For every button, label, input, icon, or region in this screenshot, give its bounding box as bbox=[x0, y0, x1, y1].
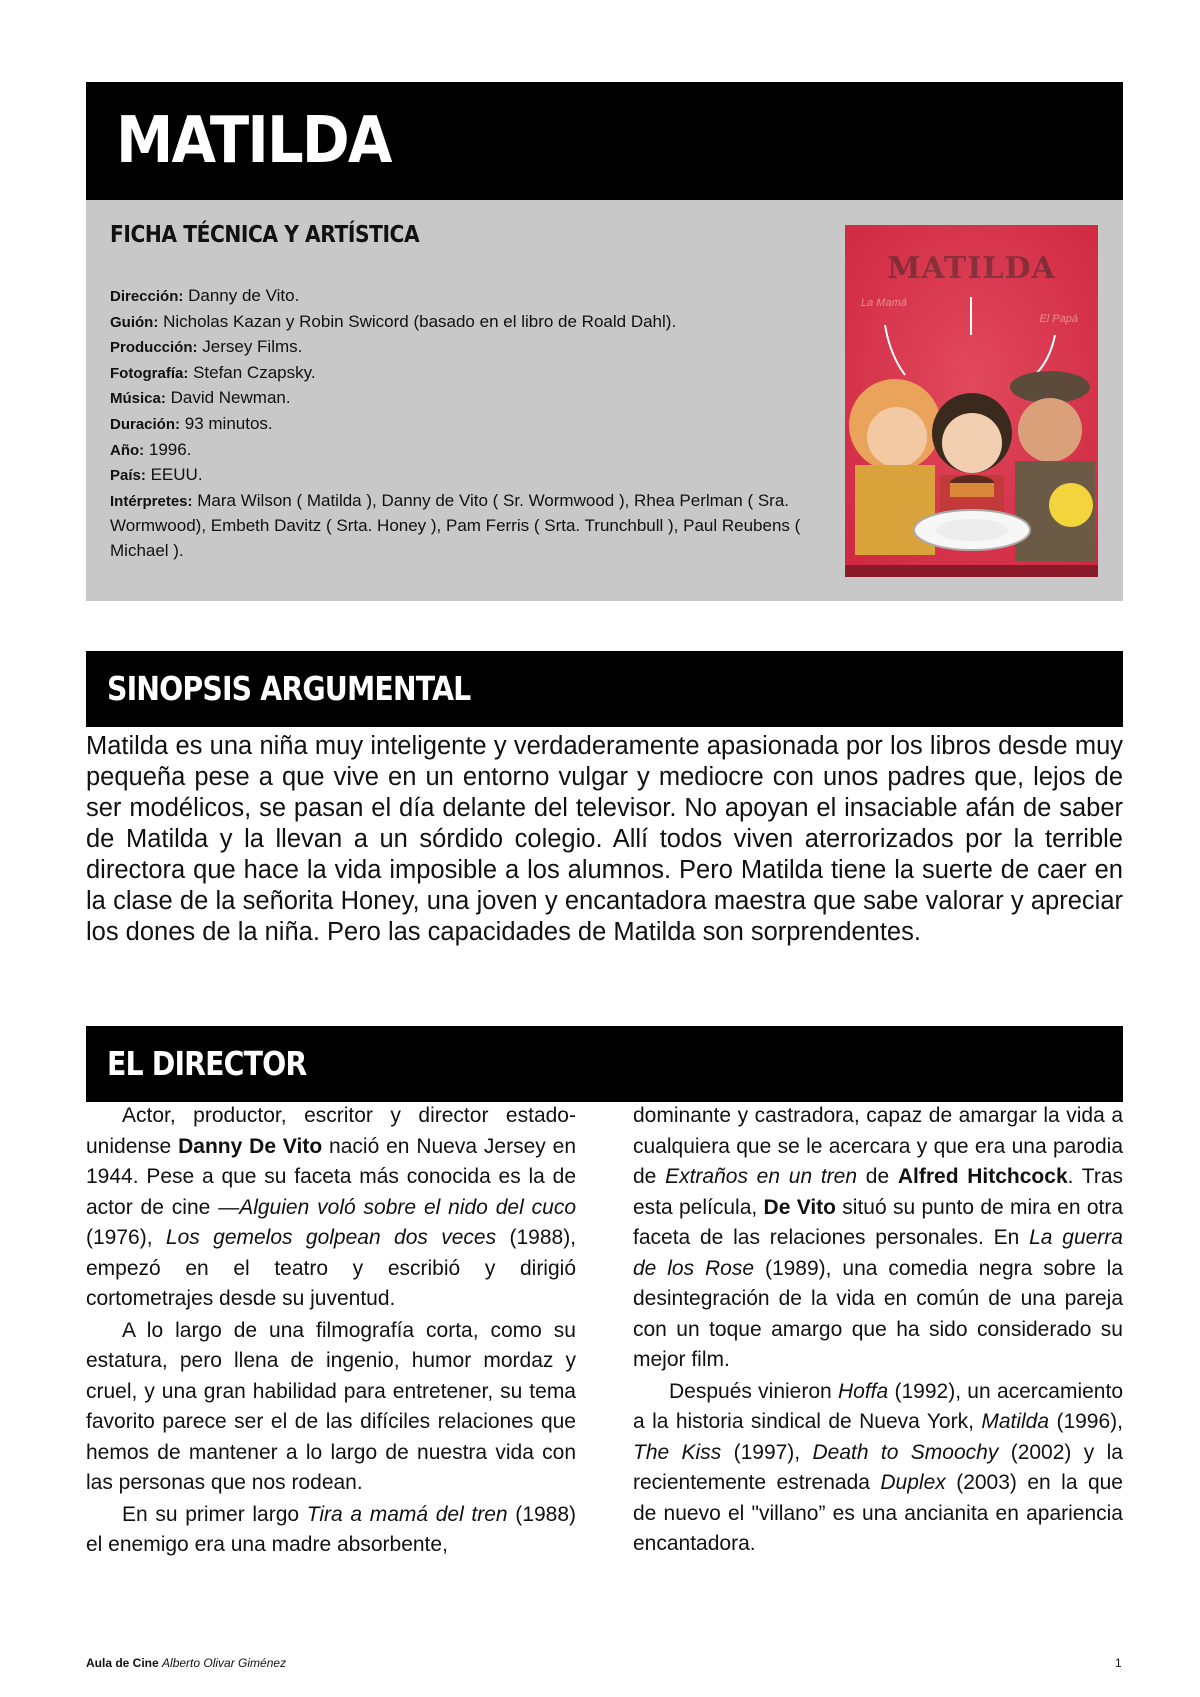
page-title: MATILDA bbox=[116, 104, 391, 178]
director-paragraph-2: A lo largo de una filmografía corta, como su estatura, pero llena de ingenio, humor mordaz y cruel, y una gran habilidad para entretener, su tema favorito parece ser el de las difíciles relaciones que hemos de mantener a lo largo de nuestra vida con las personas que nos rodean. bbox=[86, 1318, 576, 1494]
sinopsis-text: Matilda es una niña muy inteligente y verdaderamente apasionada por los libros desde muy pequeña pese a que vive en un entorno vulgar y mediocre con unos padres que, lejos de ser modélicos, se pasan el día delante del televisor. No apoyan el insaciable afán de saber de Matilda y la llevan a un sórdido colegio. Allí todos viven aterrorizados por la terrible directora que hace la vida imposible a los alumnos. Pero Matilda tiene la suerte de caer en la clase de la señorita Honey, una joven y encantadora maestra que sabe valorar y apreciar los dones de la niña. Pero las capacidades de Matilda son sorprendentes. bbox=[86, 732, 1123, 946]
credit-ano: Año: 1996. bbox=[110, 439, 192, 459]
credit-musica: Música: David Newman. bbox=[110, 388, 291, 408]
director-paragraph-4: dominante y castradora, capaz de amargar la vida a cualquiera que se le acercara y que era una parodia de Extraños en un tren de Alfred Hitchcock. Tras esta película, De Vito situó su punto de mira en otra faceta de las relaciones personales. En La guerra de los Rose (1989), una comedia negra sobre la desintegración de la vida en común de una pareja con un toque amargo que ha sido considerado su mejor film. bbox=[633, 1104, 1124, 1371]
footer-credit: Aula de Cine Alberto Olivar Giménez bbox=[86, 1656, 287, 1670]
page-number: 1 bbox=[1115, 1656, 1122, 1670]
director-header bbox=[86, 1026, 1123, 1102]
director-column-left bbox=[86, 1101, 576, 1562]
credit-produccion: Producción: Jersey Films. bbox=[110, 337, 303, 357]
sinopsis-header bbox=[86, 651, 1123, 727]
credits-list bbox=[110, 284, 830, 564]
credit-direccion: Dirección: Danny de Vito. bbox=[110, 286, 300, 305]
ficha-heading: FICHA TÉCNICA Y ARTÍSTICA bbox=[110, 222, 420, 248]
ficha-tecnica-panel bbox=[86, 200, 1123, 601]
credit-duracion: Duración: 93 minutos. bbox=[110, 413, 273, 433]
director-paragraph-5: Después vinieron Hoffa (1992), un acercamiento a la historia sindical de Nueva York, Matilda (1996), The Kiss (1997), Death to Smoochy (2002) y la recientemente estrenada Duplex (2003) en la que de nuevo el "villano” es una ancianita en apariencia encantadora. bbox=[633, 1379, 1124, 1555]
director-paragraph-1: Actor, productor, escritor y director estadounidense Danny De Vito nació en Nueva Jersey en 1944. Pese a que su faceta más conocida es la de actor de cine —Alguien voló sobre el nido del cuco (1976), Los gemelos golpean dos veces (1988), empezó en el teatro y escribió y dirigió cortometrajes desde su juventud. bbox=[86, 1104, 577, 1310]
sinopsis-heading: SINOPSIS ARGUMENTAL bbox=[107, 669, 471, 708]
credit-fotografia: Fotografía: Stefan Czapsky. bbox=[110, 362, 316, 382]
poster-artwork bbox=[845, 225, 1098, 577]
title-banner bbox=[86, 82, 1123, 200]
movie-poster bbox=[845, 225, 1098, 577]
credit-guion: Guión: Nicholas Kazan y Robin Swicord (basado en el libro de Roald Dahl). bbox=[110, 311, 677, 331]
director-column-right bbox=[633, 1101, 1123, 1561]
credit-interpretes: Intérpretes: Mara Wilson ( Matilda ), Danny de Vito ( Sr. Wormwood ), Rhea Perlman ( Sra. Wormwood), Embeth Davitz ( Srta. Honey ), Pam Ferris ( Srta. Trunchbull ), Paul Reubens ( Michael ). bbox=[110, 490, 801, 560]
credit-pais: País: EEUU. bbox=[110, 465, 203, 485]
director-heading: EL DIRECTOR bbox=[107, 1044, 307, 1083]
director-paragraph-3: En su primer largo Tira a mamá del tren (1988) el enemigo era una madre absorbente, bbox=[86, 1502, 576, 1556]
